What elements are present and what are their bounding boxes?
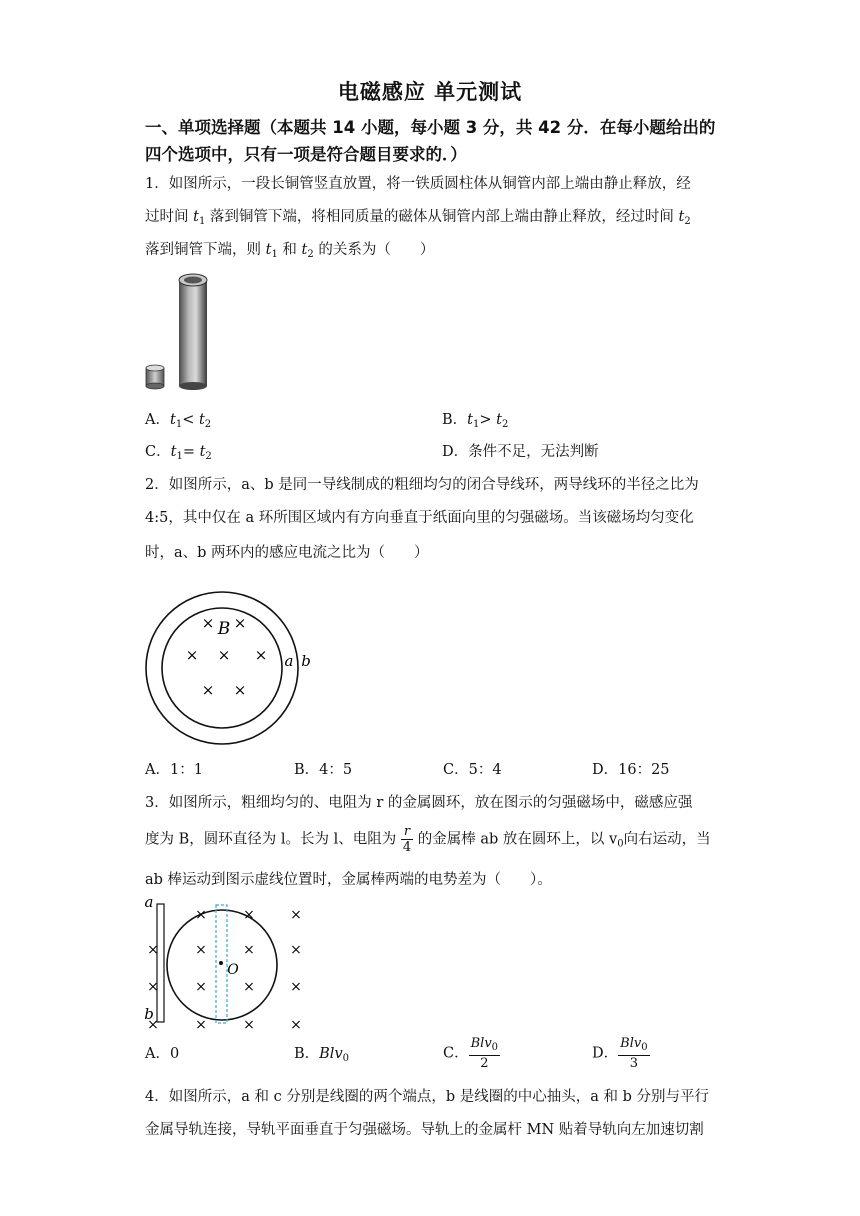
metal-rod-ab bbox=[157, 904, 164, 1022]
fraction-r-over-4: $\frac{r}{4}$ bbox=[402, 824, 412, 855]
cross-mark: × bbox=[147, 979, 159, 995]
cross-mark: × bbox=[243, 942, 255, 958]
cross-mark: × bbox=[290, 979, 302, 995]
cross-mark: × bbox=[233, 681, 247, 699]
ring-label-b: b bbox=[301, 652, 311, 670]
cross-mark: × bbox=[290, 907, 302, 923]
q3-option-c: C． $\frac{Blv_0}{2}$ bbox=[443, 1036, 499, 1071]
cross-mark: × bbox=[201, 614, 215, 632]
q1-line3: 落到铜管下端，则 $t_1$ 和 $t_2$ 的关系为（ ） bbox=[145, 242, 435, 260]
section-header-line2: 四个选项中，只有一项是符合题目要求的．） bbox=[145, 145, 467, 164]
cross-mark: × bbox=[185, 646, 199, 664]
section-header-line1: 一、单项选择题（本题共 14 小题，每小题 3 分，共 42 分．在每小题给出的 bbox=[145, 118, 716, 137]
q4-line2: 金属导轨连接，导轨平面垂直于匀强磁场。导轨上的金属杆 MN 贴着导轨向左加速切割 bbox=[145, 1122, 704, 1138]
copper-tube bbox=[179, 274, 207, 390]
cross-mark: × bbox=[233, 614, 247, 632]
q1-figure-copper-tube bbox=[142, 268, 222, 394]
q2-option-d: D．16：25 bbox=[592, 762, 670, 778]
q3-line1: 3．如图所示，粗细均匀的、电阻为 r 的金属圆环，放在图示的匀强磁场中，磁感应强 bbox=[145, 795, 693, 811]
q1-option-a: A．$t_1< t_2$ bbox=[145, 412, 212, 430]
q3-option-a: A．0 bbox=[145, 1046, 180, 1062]
cross-mark: × bbox=[243, 1017, 255, 1033]
q2-option-a: A．1：1 bbox=[145, 762, 203, 778]
q3-line2: 度为 B，圆环直径为 l。长为 l、电阻为 $\frac{r}{4}$ 的金属棒 ab 放在圆环上，以 $v_0$向右运动，当 bbox=[145, 824, 711, 855]
iron-cylinder bbox=[146, 365, 164, 389]
q1-option-c: C．$t_1= t_2$ bbox=[145, 444, 212, 462]
ring-b bbox=[146, 592, 298, 744]
metal-ring bbox=[167, 910, 277, 1020]
q2-option-c: C．5：4 bbox=[443, 762, 502, 778]
ring-label-a: a bbox=[284, 652, 294, 670]
q2-line3: 时，a、b 两环内的感应电流之比为（ ） bbox=[145, 545, 429, 561]
cross-mark: × bbox=[290, 1017, 302, 1033]
rod-end-a: a bbox=[144, 893, 154, 911]
q1-option-b: B．$t_1> t_2$ bbox=[442, 412, 509, 430]
q2-line1: 2．如图所示，a、b 是同一导线制成的粗细均匀的闭合导线环，两导线环的半径之比为 bbox=[145, 477, 699, 493]
cross-mark: × bbox=[201, 681, 215, 699]
cross-mark: × bbox=[243, 979, 255, 995]
q2-figure-rings bbox=[142, 588, 317, 748]
q3-figure-ring-rod bbox=[140, 893, 320, 1033]
q4-line1: 4．如图所示，a 和 c 分别是线圈的两个端点，b 是线圈的中心抽头，a 和 b 分别与平行 bbox=[145, 1089, 709, 1105]
q1-line1: 1．如图所示，一段长铜管竖直放置，将一铁质圆柱体从铜管内部上端由静止释放，经 bbox=[145, 176, 691, 192]
q3-option-b: B．Blv$_0$ bbox=[294, 1046, 350, 1064]
cross-mark: × bbox=[254, 646, 268, 664]
rod-end-b: b bbox=[144, 1005, 154, 1023]
cross-mark: × bbox=[195, 907, 207, 923]
q3-line3: ab 棒运动到图示虚线位置时，金属棒两端的电势差为（ ）。 bbox=[145, 872, 552, 888]
cross-mark: × bbox=[195, 979, 207, 995]
center-dot bbox=[219, 961, 223, 965]
cross-mark: × bbox=[217, 646, 231, 664]
cross-mark: × bbox=[195, 942, 207, 958]
q1-option-d: D．条件不足，无法判断 bbox=[442, 444, 599, 460]
cross-mark: × bbox=[243, 907, 255, 923]
cross-mark: × bbox=[195, 1017, 207, 1033]
cross-mark: × bbox=[147, 1017, 159, 1033]
field-label-B: B bbox=[217, 619, 231, 639]
page-title: 电磁感应 单元测试 bbox=[337, 80, 523, 104]
q3-option-d: D． $\frac{Blv_0}{3}$ bbox=[592, 1036, 648, 1071]
q1-line2: 过时间 $t_1$ 落到铜管下端，将相同质量的磁体从铜管内部上端由静止释放，经过时间 $t_2$ bbox=[145, 209, 691, 227]
cross-mark: × bbox=[290, 942, 302, 958]
center-label-O: O bbox=[227, 962, 239, 978]
q2-option-b: B．4：5 bbox=[294, 762, 353, 778]
q2-line2: 4:5，其中仅在 a 环所围区域内有方向垂直于纸面向里的匀强磁场。当该磁场均匀变化 bbox=[145, 510, 694, 526]
cross-mark: × bbox=[147, 942, 159, 958]
